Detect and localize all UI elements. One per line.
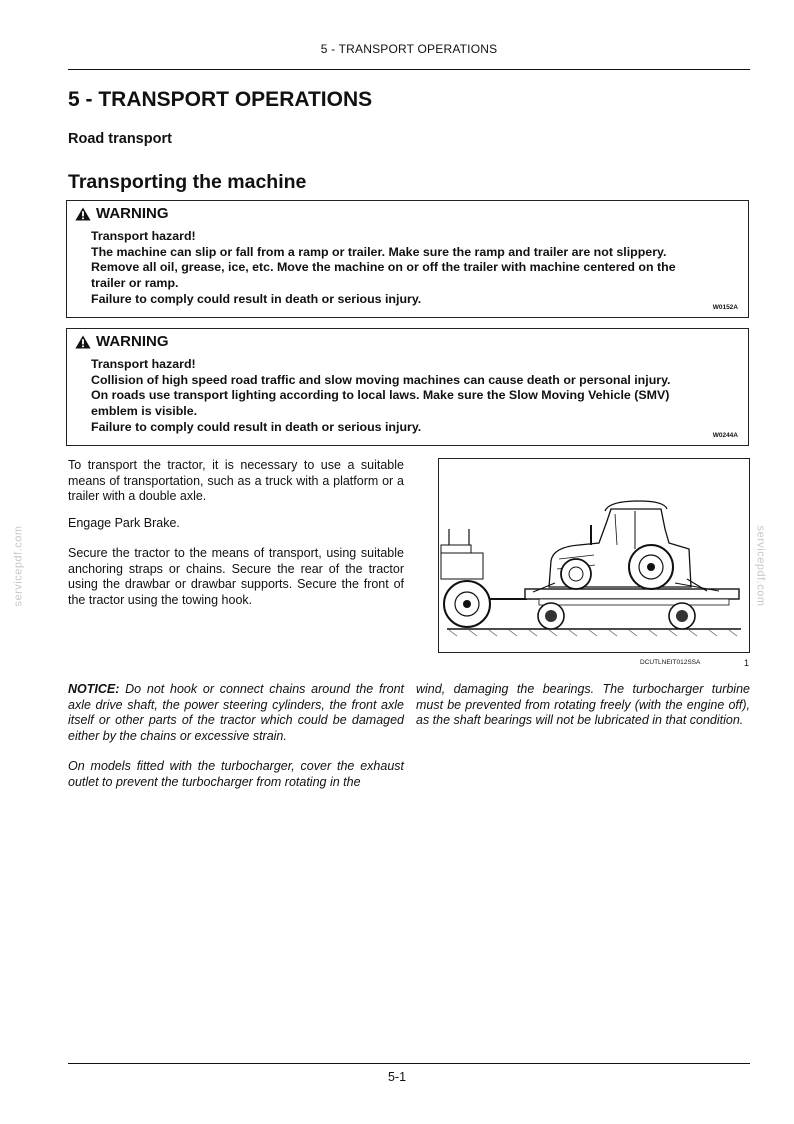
- warning-line: Remove all oil, grease, ice, etc. Move the machine on or off the trailer with machine centered on the: [91, 260, 676, 275]
- notice-paragraph: wind, damaging the bearings. The turbocharger turbine must be prevented from rotating freely (with the engine off), as the shaft bearings will not be lubricated in that condition.: [416, 682, 750, 728]
- chapter-title: 5 - TRANSPORT OPERATIONS: [68, 88, 373, 111]
- warning-line: Failure to comply could result in death or serious injury.: [91, 291, 422, 306]
- tractor-trailer-illustration: [439, 459, 749, 652]
- watermark-left: servicepdf.com: [12, 525, 25, 607]
- paragraph-text: Secure the tractor to the means of transport, using suitable anchoring straps or chains. Secure the rear of the tractor using the drawbar or drawbar supports. Secure the front of the tractor using the towing hook.: [68, 546, 404, 607]
- warning-line: emblem is visible.: [91, 404, 198, 419]
- figure-tractor-on-trailer: [438, 458, 750, 653]
- paragraph-text: Engage Park Brake.: [68, 516, 180, 530]
- warning-line: Transport hazard!: [91, 357, 196, 371]
- warning-text: [91, 357, 730, 436]
- watermark-right: servicepdf.com: [754, 525, 767, 607]
- running-header: 5 - TRANSPORT OPERATIONS: [320, 42, 498, 56]
- figure-number: 1: [744, 658, 750, 668]
- warning-heading: [75, 205, 169, 222]
- header-rule: [68, 69, 750, 70]
- warning-line: Collision of high speed road traffic and slow moving machines can cause death or personal injury.: [91, 372, 671, 387]
- warning-text: [91, 229, 730, 308]
- warning-box-traffic: [66, 328, 749, 446]
- notice-paragraph: On models fitted with the turbocharger, cover the exhaust outlet to prevent the turbocharger from rotating in the: [68, 759, 404, 789]
- notice-label: NOTICE:: [68, 682, 120, 696]
- warning-triangle-icon: [75, 207, 91, 221]
- topic-title: Transporting the machine: [68, 171, 307, 193]
- warning-line: The machine can slip or fall from a ramp or trailer. Make sure the ramp and trailer are not slippery.: [91, 244, 667, 259]
- body-paragraph-secure: [68, 546, 404, 608]
- notice-right-column: [416, 682, 750, 729]
- warning-code: W0244A: [712, 432, 738, 439]
- section-subtitle: Road transport: [68, 131, 172, 147]
- figure-caption-code: DCUTLNEIT012SSA: [640, 659, 701, 666]
- notice-paragraph: [68, 682, 404, 744]
- notice-left-turbo: [68, 759, 404, 790]
- warning-heading-text: WARNING: [96, 205, 169, 222]
- notice-text: Do not hook or connect chains around the front axle drive shaft, the power steering cylinders, the front axle itself or other parts of the tractor which could be damaged either by the chains or excessive strain.: [68, 682, 404, 743]
- page-number: 5-1: [387, 1070, 407, 1084]
- warning-line: Transport hazard!: [91, 229, 196, 243]
- body-paragraph-park-brake: [68, 516, 404, 532]
- warning-line: trailer or ramp.: [91, 276, 179, 291]
- warning-triangle-icon: [75, 335, 91, 349]
- body-paragraph-means: [68, 458, 404, 505]
- notice-left-column: [68, 682, 404, 744]
- paragraph-text: To transport the tractor, it is necessary to use a suitable means of transportation, such as a truck with a platform or a trailer with a double axle.: [68, 458, 404, 504]
- warning-line: Failure to comply could result in death or serious injury.: [91, 419, 422, 434]
- warning-heading: [75, 333, 169, 350]
- footer-rule: [68, 1063, 750, 1064]
- warning-line: On roads use transport lighting according to local laws. Make sure the Slow Moving Vehicle (SMV): [91, 388, 670, 403]
- warning-box-slip: [66, 200, 749, 318]
- warning-code: W0152A: [712, 304, 738, 311]
- warning-heading-text: WARNING: [96, 333, 169, 350]
